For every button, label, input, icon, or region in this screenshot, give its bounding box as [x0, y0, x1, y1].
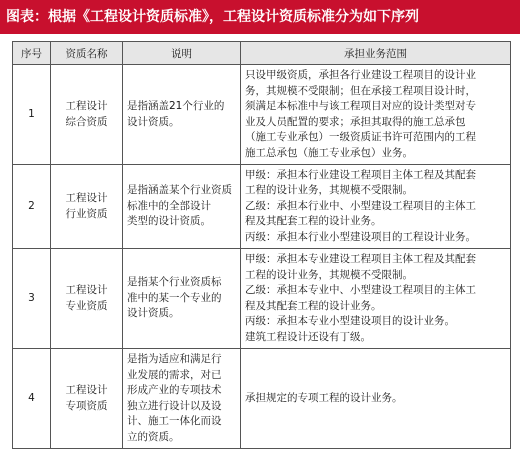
- scope-line: 程及其配套工程的设计业务。: [245, 299, 382, 312]
- scope-line: （施工专业承包）一级资质证书许可范围内的工程: [245, 131, 476, 143]
- row-name: [51, 65, 123, 165]
- row-no: 2: [13, 165, 51, 249]
- scope-line: 承担规定的专项工程的设计业务。: [245, 391, 403, 404]
- header-description: 说明: [123, 42, 241, 65]
- desc-line: 是指涵盖某个行业资质: [127, 184, 232, 197]
- scope-line: 务，其规模不受限制；但在承接工程项目设计时，: [245, 84, 476, 97]
- scope-line: 工程的设计业务，其规模不受限制。: [245, 268, 413, 281]
- scope-line: 乙级：承担本专业中、小型建设工程项目的主体工: [245, 284, 476, 296]
- table-row: [13, 65, 511, 165]
- row-no: 3: [13, 249, 51, 349]
- desc-line: 标准中的全部设计: [127, 199, 211, 212]
- scope-line: 须满足本标准中与该工程项目对应的设计类型对专: [245, 100, 476, 112]
- scope-line: 施工总承包（施工专业承包）业务。: [245, 146, 413, 159]
- name-line: 专业资质: [65, 299, 108, 312]
- desc-line: 形成产业的专项技术: [127, 384, 222, 396]
- row-name: [51, 249, 123, 349]
- scope-line: 丙级：承担本行业小型建设项目的工程设计业务。: [245, 230, 476, 243]
- desc-line: 是指涵盖21个行业的: [127, 100, 225, 112]
- row-scope: [241, 65, 511, 165]
- name-line: 工程设计: [65, 284, 108, 296]
- scope-line: 建筑工程设计还设有丁级。: [245, 330, 371, 343]
- figure-title: 图表：根据《工程设计资质标准》，工程设计资质标准分为如下序列: [0, 0, 520, 34]
- name-line: 综合资质: [65, 115, 108, 128]
- scope-line: 业及人员配置的要求；承担其取得的施工总承包: [245, 115, 466, 128]
- desc-line: 立的资质。: [127, 430, 180, 443]
- name-line: 工程设计: [65, 192, 108, 204]
- header-name: 资质名称: [51, 42, 123, 65]
- scope-line: 只设甲级资质，承担各行业建设工程项目的设计业: [245, 69, 476, 81]
- row-description: [123, 165, 241, 249]
- row-description: [123, 349, 241, 449]
- name-line: 专项资质: [65, 399, 108, 412]
- table-row: [13, 249, 511, 349]
- header-scope: 承担业务范围: [241, 42, 511, 65]
- scope-line: 丙级：承担本专业小型建设项目的设计业务。: [245, 315, 455, 327]
- row-scope: [241, 165, 511, 249]
- name-line: 行业资质: [65, 207, 108, 220]
- row-description: [123, 249, 241, 349]
- desc-line: 是指某个行业资质标: [127, 276, 222, 289]
- row-no: 1: [13, 65, 51, 165]
- desc-line: 独立进行设计以及设: [127, 399, 222, 412]
- table-row: [13, 165, 511, 249]
- desc-line: 计、施工一体化而设: [127, 415, 222, 427]
- row-no: 4: [13, 349, 51, 449]
- desc-line: 设计资质。: [127, 307, 180, 320]
- name-line: 工程设计: [65, 384, 108, 396]
- desc-line: 设计资质。: [127, 115, 180, 128]
- desc-line: 业发展的需求，对已: [127, 368, 222, 381]
- row-scope: [241, 249, 511, 349]
- scope-line: 甲级：承担本行业建设工程项目主体工程及其配套: [245, 168, 476, 181]
- scope-line: 乙级：承担本行业中、小型建设工程项目的主体工: [245, 199, 476, 212]
- scope-line: 甲级：承担本专业建设工程项目主体工程及其配套: [245, 253, 476, 265]
- table-row: [13, 349, 511, 449]
- desc-line: 类型的设计资质。: [127, 215, 211, 228]
- row-description: [123, 65, 241, 165]
- scope-line: 工程的设计业务，其规模不受限制。: [245, 184, 413, 197]
- row-scope: [241, 349, 511, 449]
- table-header-row: [13, 42, 511, 65]
- scope-line: 程及其配套工程的设计业务。: [245, 215, 382, 228]
- row-name: [51, 165, 123, 249]
- qualification-table: [12, 41, 511, 449]
- name-line: 工程设计: [65, 100, 108, 112]
- header-no: 序号: [13, 42, 51, 65]
- desc-line: 是指为适应和满足行: [127, 353, 222, 365]
- row-name: [51, 349, 123, 449]
- desc-line: 准中的某一个专业的: [127, 291, 222, 304]
